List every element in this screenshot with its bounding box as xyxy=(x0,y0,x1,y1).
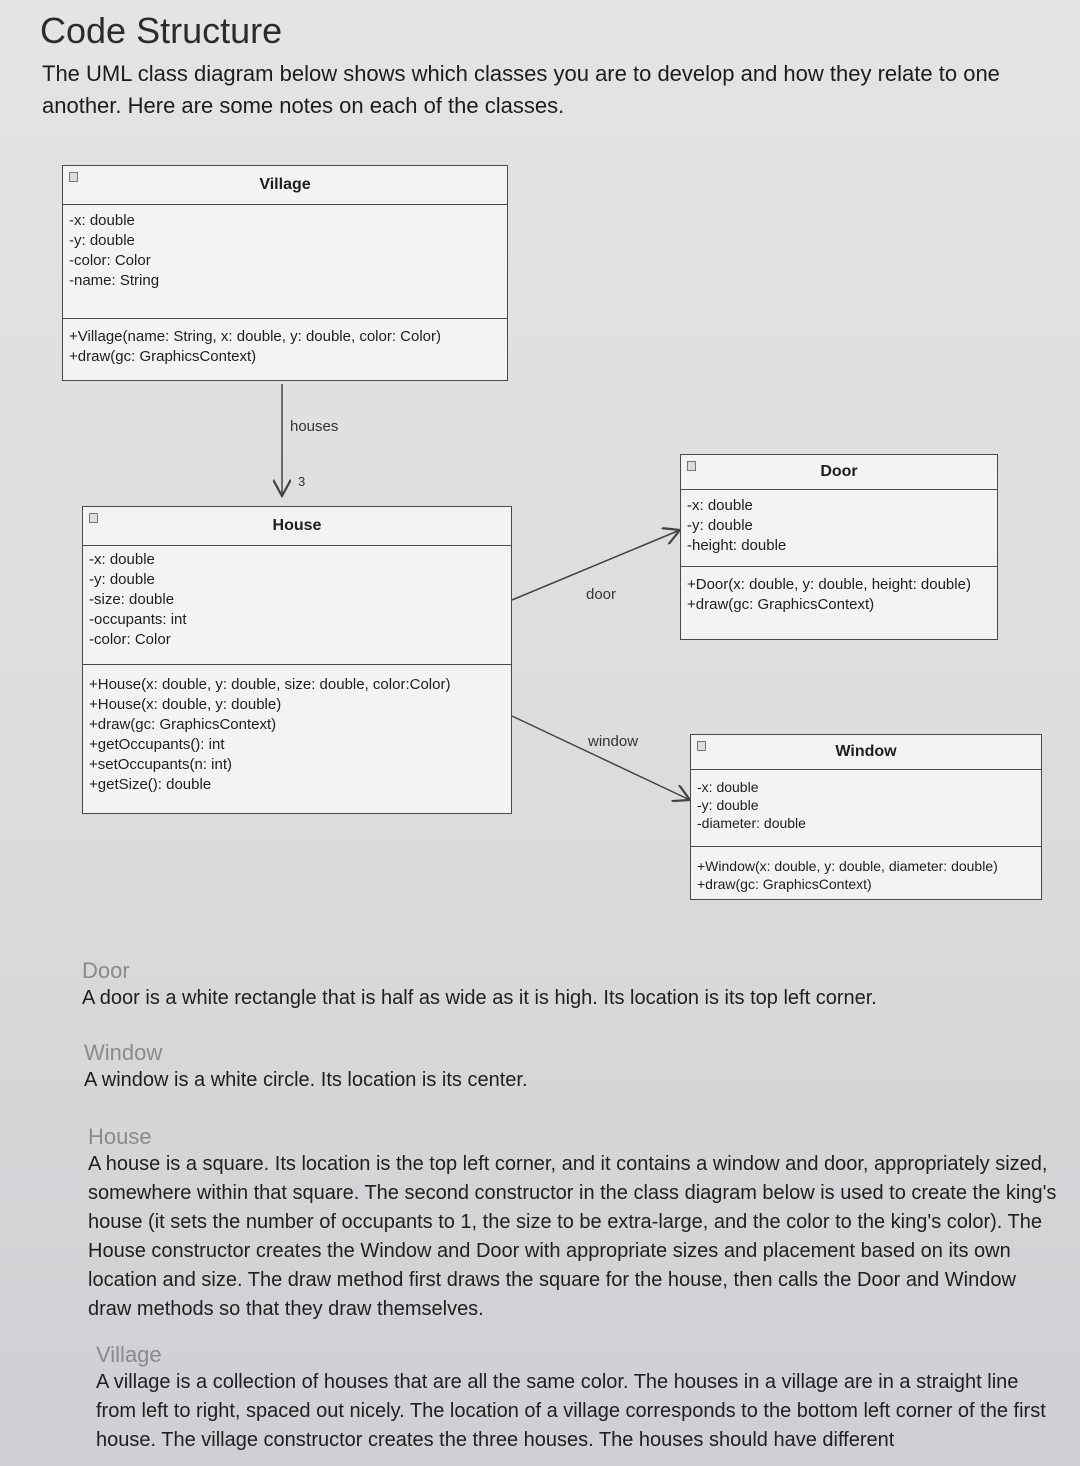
door-attributes xyxy=(681,490,997,567)
door-operation: +Door(x: double, y: double, height: double) xyxy=(687,576,971,593)
house-section-body: A house is a square. Its location is the top left corner, and it contains a window and door, appropriately sized, somewhere within that square. The second constructor in the class diagram below is used to create the king's house (it sets the number of occupants to 1, the size to be extra-large, and the color to the king's color). The House constructor creates the Window and Door with appropriate sizes and placement based on its own location and size. The draw method first draws the square for the house, then calls the Door and Window draw methods so that they draw themselves. xyxy=(88,1153,1057,1320)
window-operations xyxy=(691,847,1041,901)
door-class-box xyxy=(680,454,998,640)
house-attributes xyxy=(83,546,511,665)
door-operation: +draw(gc: GraphicsContext) xyxy=(687,596,875,613)
house-operation: +House(x: double, y: double) xyxy=(89,696,282,713)
window-class-box xyxy=(690,734,1042,900)
house-attribute: -y: double xyxy=(89,571,155,588)
house-attribute: -x: double xyxy=(89,551,155,568)
window-attribute: -y: double xyxy=(697,797,759,813)
door-operations xyxy=(681,567,997,623)
door-attribute: -y: double xyxy=(687,517,753,534)
village-section-title: Village xyxy=(96,1342,162,1367)
window-operation: +Window(x: double, y: double, diameter: double) xyxy=(697,858,998,874)
class-icon xyxy=(687,461,696,471)
house-class-name: House xyxy=(272,517,322,534)
window-attribute: -x: double xyxy=(697,779,759,795)
door-class-name: Door xyxy=(820,463,858,480)
class-icon xyxy=(697,741,706,751)
village-class-name: Village xyxy=(259,176,311,193)
house-operation: +getSize(): double xyxy=(89,776,212,793)
house-operation: +setOccupants(n: int) xyxy=(89,756,232,773)
house-operation: +draw(gc: GraphicsContext) xyxy=(89,716,277,733)
window-association-label: window xyxy=(588,733,639,750)
houses-association-label: houses xyxy=(290,418,339,435)
house-class-header xyxy=(83,507,511,546)
window-operation: +draw(gc: GraphicsContext) xyxy=(697,876,872,892)
village-attribute: -x: double xyxy=(69,212,135,229)
village-section-body: A village is a collection of houses that are all the same color. The houses in a village are in a straight line from left to right, spaced out nicely. The location of a village corresponds to the bottom left corner of the first house. The village constructor creates the three houses. The houses should have different xyxy=(96,1371,1046,1451)
window-attributes xyxy=(691,770,1041,847)
house-attribute: -occupants: int xyxy=(89,611,187,628)
house-attribute: -size: double xyxy=(89,591,175,608)
window-section-title: Window xyxy=(84,1040,163,1065)
page-heading: Code Structure xyxy=(40,10,283,51)
houses-multiplicity: 3 xyxy=(298,474,306,489)
house-attribute: -color: Color xyxy=(89,631,171,648)
house-operations xyxy=(83,665,511,803)
village-operations xyxy=(63,319,507,375)
class-icon xyxy=(69,172,78,182)
window-class-name: Window xyxy=(835,743,897,760)
village-class-header xyxy=(63,166,507,205)
window-association-line xyxy=(512,716,690,800)
village-operation: +draw(gc: GraphicsContext) xyxy=(69,348,257,365)
intro-paragraph: The UML class diagram below shows which classes you are to develop and how they relate to one another. Here are some notes on each of the classes. xyxy=(42,61,1000,118)
house-operation: +House(x: double, y: double, size: double, color:Color) xyxy=(89,676,451,693)
house-class-box xyxy=(82,506,512,814)
village-attribute: -y: double xyxy=(69,232,135,249)
window-attribute: -diameter: double xyxy=(697,815,806,831)
house-operation: +getOccupants(): int xyxy=(89,736,225,753)
door-class-header xyxy=(681,455,997,490)
class-icon xyxy=(89,513,98,523)
door-attribute: -height: double xyxy=(687,537,787,554)
door-section-body: A door is a white rectangle that is half as wide as it is high. Its location is its top left corner. xyxy=(82,987,877,1009)
village-class-box xyxy=(62,165,508,381)
door-association-label: door xyxy=(586,586,617,603)
village-attribute: -color: Color xyxy=(69,252,151,269)
window-section-body: A window is a white circle. Its location is its center. xyxy=(84,1069,528,1091)
door-attribute: -x: double xyxy=(687,497,753,514)
village-operation: +Village(name: String, x: double, y: double, color: Color) xyxy=(69,328,442,345)
house-section-title: House xyxy=(88,1124,152,1149)
window-class-header xyxy=(691,735,1041,770)
village-attribute: -name: String xyxy=(69,272,160,289)
door-section-title: Door xyxy=(82,958,130,983)
village-attributes xyxy=(63,205,507,319)
